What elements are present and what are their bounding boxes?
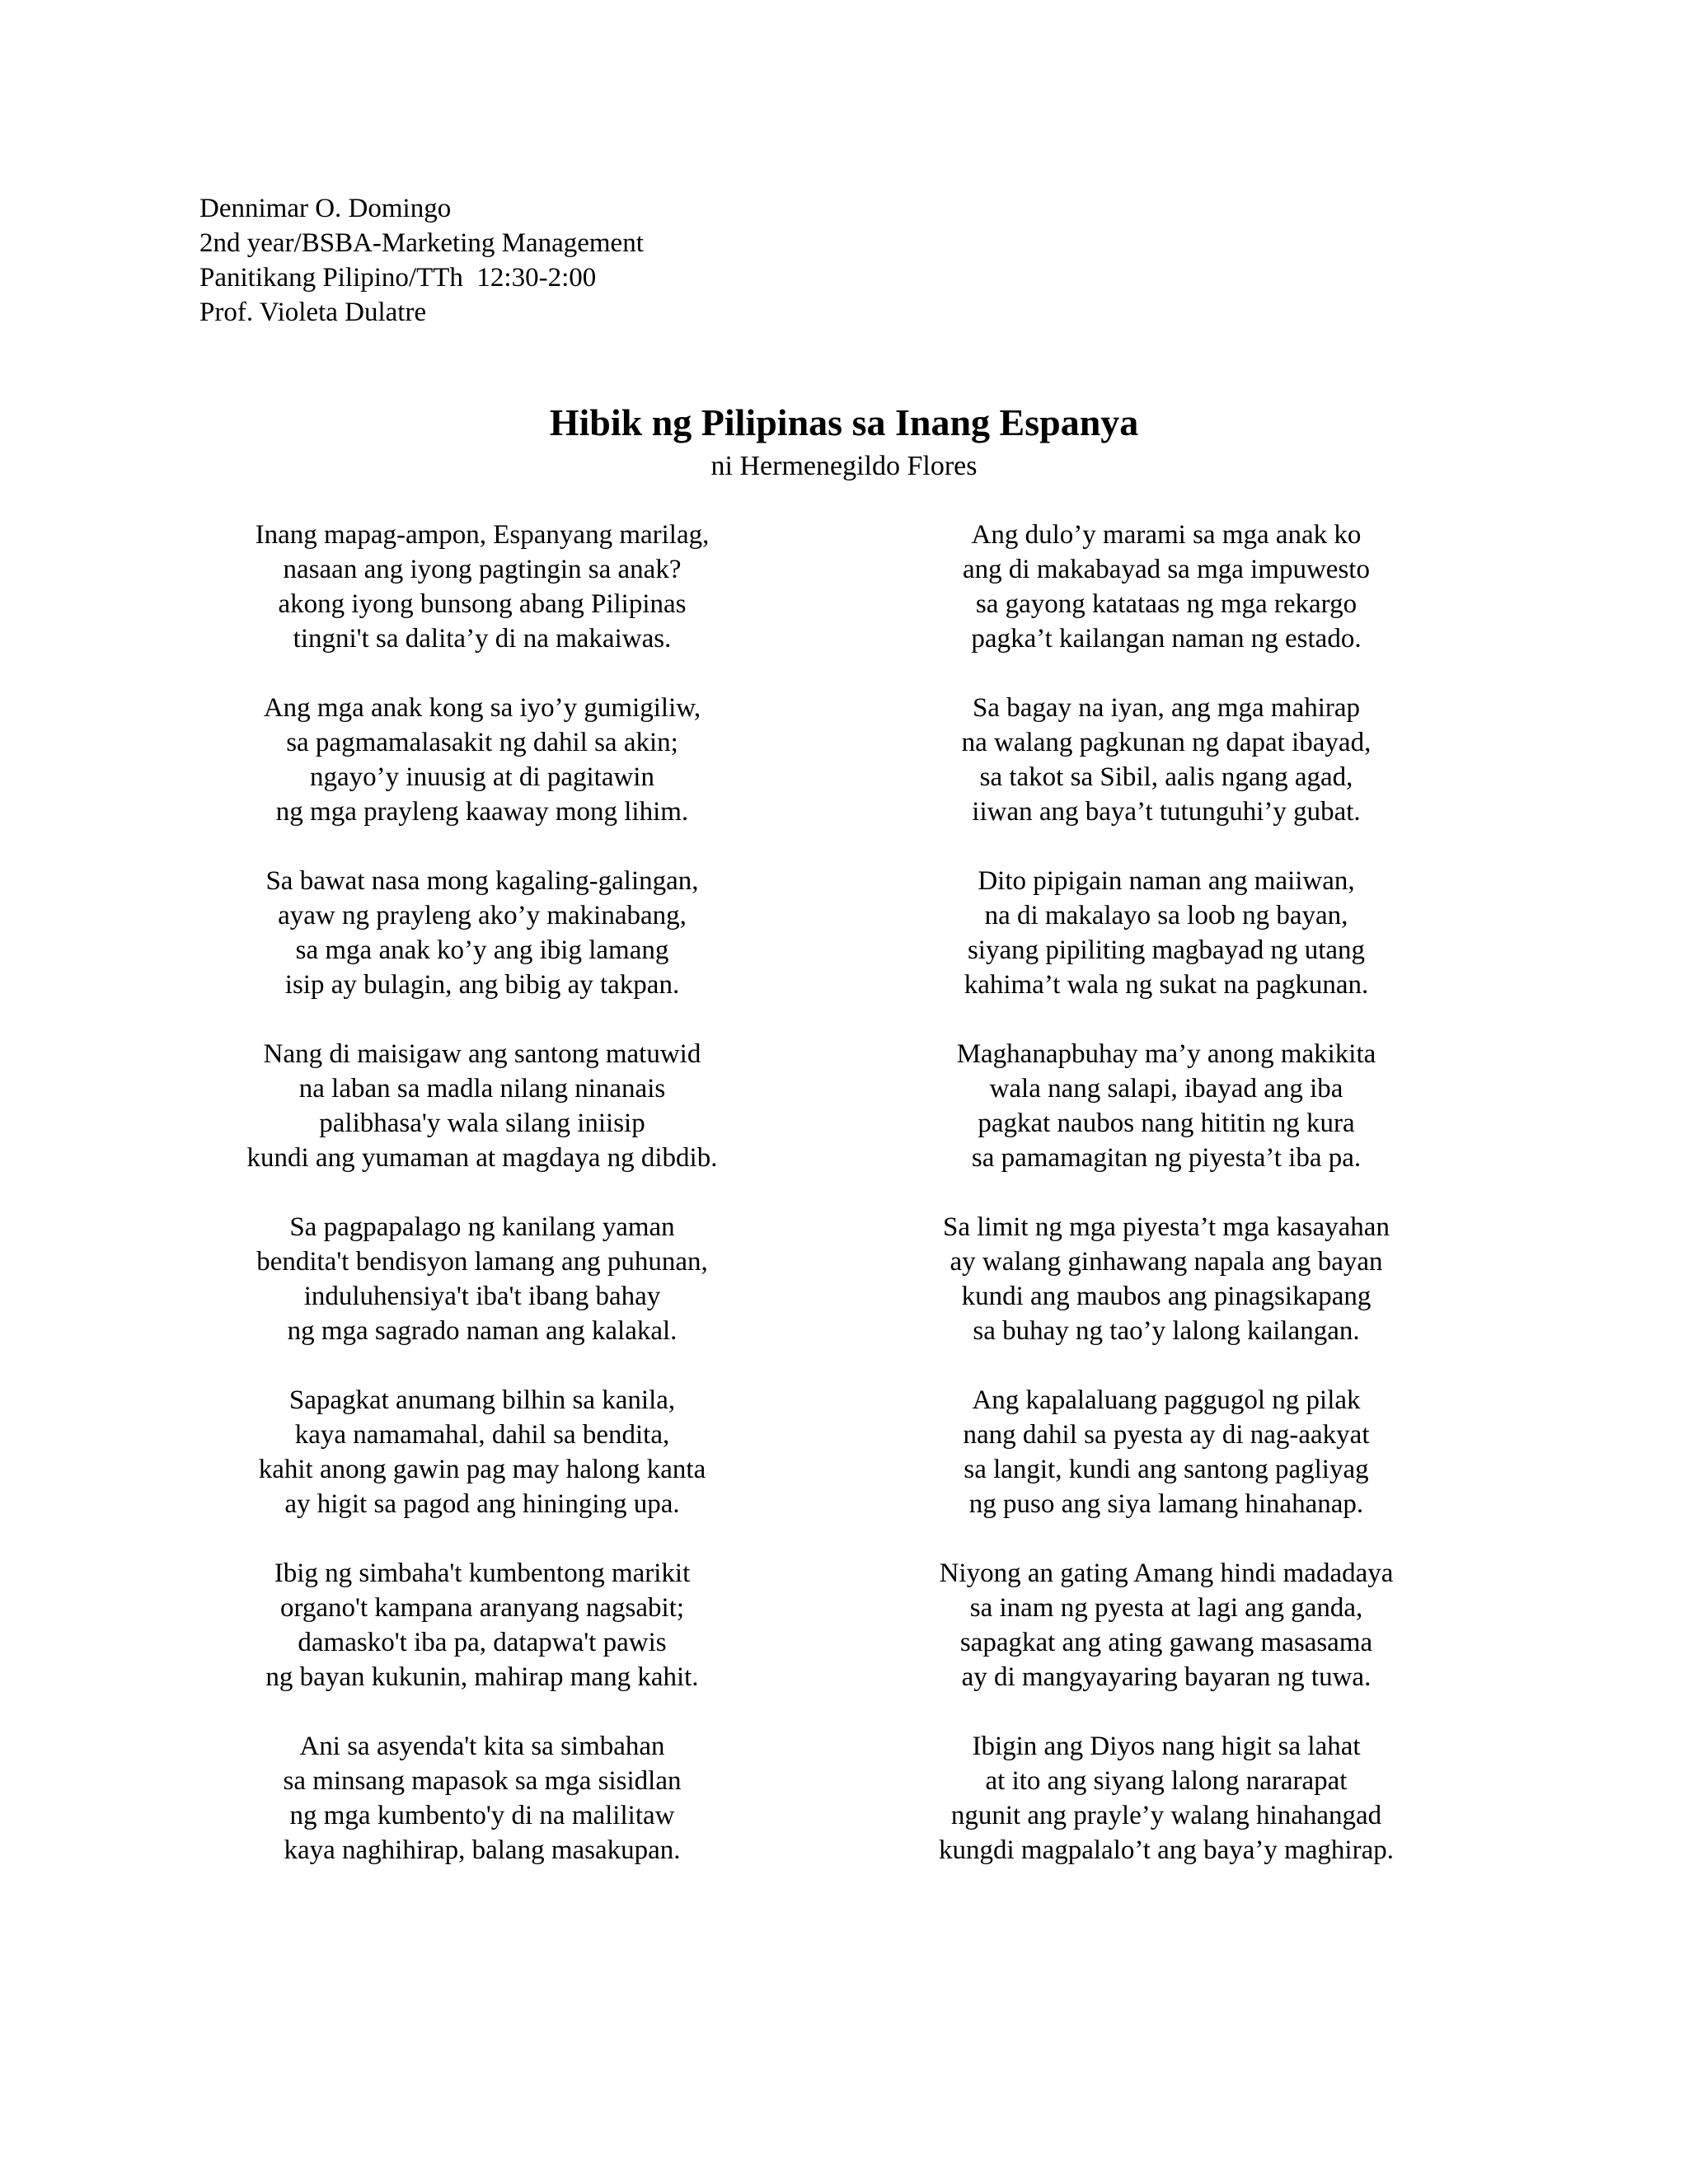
student-header (199, 191, 644, 330)
stanza (152, 1556, 812, 1729)
poem-line: tingni't sa dalita’y di na makaiwas. (293, 624, 672, 654)
stanza (152, 1037, 812, 1210)
stanza (152, 1729, 812, 1902)
poem-line: pagka’t kailangan naman ng estado. (971, 624, 1362, 654)
poem-line: ng bayan kukunin, mahirap mang kahit. (265, 1662, 699, 1692)
poem-line: pagkat naubos nang hititin ng kura (978, 1108, 1355, 1138)
professor-name: Prof. Violeta Dulatre (199, 298, 427, 327)
poem-line: Ani sa asyenda't kita sa simbahan (299, 1732, 665, 1761)
stanza (837, 1037, 1496, 1210)
stanza (152, 864, 812, 1037)
stanza (837, 1729, 1496, 1902)
poem-line: iiwan ang baya’t tutunguhi’y gubat. (972, 797, 1361, 827)
poem-left-column (152, 518, 812, 1902)
poem-line: na walang pagkunan ng dapat ibayad, (961, 728, 1372, 757)
poem-line: Ibigin ang Diyos nang higit sa lahat (972, 1732, 1361, 1761)
poem-author: ni Hermenegildo Flores (710, 451, 978, 481)
poem-right-column (837, 518, 1496, 1902)
poem-line: Sa bawat nasa mong kagaling-galingan, (265, 866, 699, 896)
stanza (837, 1210, 1496, 1383)
stanza (837, 1556, 1496, 1729)
poem-line: ay di mangyayaring bayaran ng tuwa. (961, 1662, 1372, 1692)
poem-line: ng mga sagrado naman ang kalakal. (287, 1316, 678, 1346)
poem-line: sa takot sa Sibil, aalis ngang agad, (979, 762, 1353, 792)
poem-line: Ang kapalaluang paggugol ng pilak (972, 1385, 1361, 1415)
poem-line: Sa limit ng mga piyesta’t mga kasayahan (943, 1212, 1390, 1242)
poem-line: ngunit ang prayle’y walang hinahangad (950, 1801, 1382, 1830)
poem-line: Inang mapag-ampon, Espanyang marilag, (255, 520, 710, 550)
poem-line: kaya naghihirap, balang masakupan. (284, 1835, 681, 1865)
poem-line: Maghanapbuhay ma’y anong makikita (956, 1039, 1376, 1069)
poem-line: nasaan ang iyong pagtingin sa anak? (283, 555, 682, 584)
poem-title: Hibik ng Pilipinas sa Inang Espanya (549, 401, 1139, 443)
poem-line: sa gayong katataas ng mga rekargo (975, 589, 1357, 619)
poem-line: sa mga anak ko’y ang ibig lamang (295, 935, 669, 965)
poem-line: kahit anong gawin pag may halong kanta (258, 1455, 706, 1484)
poem-line: kaya namamahal, dahil sa bendita, (294, 1420, 670, 1450)
poem-line: wala nang salapi, ibayad ang iba (989, 1074, 1343, 1104)
poem-line: damasko't iba pa, datapwa't pawis (298, 1628, 667, 1657)
poem-line: ayaw ng prayleng ako’y makinabang, (278, 901, 687, 930)
poem-line: induluhensiya't iba't ibang bahay (303, 1282, 661, 1311)
stanza (837, 864, 1496, 1037)
poem-line: Sapagkat anumang bilhin sa kanila, (288, 1385, 676, 1415)
poem-line: akong iyong bunsong abang Pilipinas (278, 589, 687, 619)
poem-line: kundi ang yumaman at magdaya ng dibdib. (246, 1143, 718, 1173)
poem-line: kahima’t wala ng sukat na pagkunan. (964, 970, 1369, 1000)
poem-line: sa pagmamalasakit ng dahil sa akin; (286, 728, 678, 757)
poem-line: at ito ang siyang lalong nararapat (985, 1766, 1348, 1796)
poem-line: siyang pipiliting magbayad ng utang (967, 935, 1366, 965)
poem-line: Sa bagay na iyan, ang mga mahirap (972, 693, 1361, 723)
poem-line: palibhasa'y wala silang iniisip (319, 1108, 645, 1138)
student-course: 2nd year/BSBA-Marketing Management (199, 228, 644, 258)
poem-line: organo't kampana aranyang nagsabit; (279, 1593, 685, 1623)
poem-line: sapagkat ang ating gawang masasama (959, 1628, 1373, 1657)
poem-line: ng puso ang siya lamang hinahanap. (968, 1489, 1364, 1519)
stanza (152, 518, 812, 691)
student-name: Dennimar O. Domingo (199, 194, 452, 223)
poem-line: Dito pipigain naman ang maiiwan, (978, 866, 1355, 896)
poem-line: Ang mga anak kong sa iyo’y gumigiliw, (263, 693, 701, 723)
poem-line: ay walang ginhawang napala ang bayan (950, 1247, 1383, 1277)
stanza (837, 691, 1496, 864)
stanza (152, 691, 812, 864)
poem-line: ay higit sa pagod ang hininging upa. (284, 1489, 680, 1519)
poem-line: Sa pagpapalago ng kanilang yaman (289, 1212, 675, 1242)
poem-line: sa buhay ng tao’y lalong kailangan. (973, 1316, 1360, 1346)
poem-line: sa langit, kundi ang santong pagliyag (964, 1455, 1369, 1484)
poem-line: nang dahil sa pyesta ay di nag-aakyat (963, 1420, 1370, 1450)
poem-line: ang di makabayad sa mga impuwesto (963, 555, 1370, 584)
poem-line: sa inam ng pyesta at lagi ang ganda, (969, 1593, 1363, 1623)
stanza (837, 1383, 1496, 1556)
poem-line: Ang dulo’y marami sa mga anak ko (971, 520, 1362, 550)
poem-line: Ibig ng simbaha't kumbentong marikit (274, 1558, 691, 1588)
poem-line: kungdi magpalalo’t ang baya’y maghirap. (939, 1835, 1394, 1865)
poem-line: isip ay bulagin, ang bibig ay takpan. (284, 970, 680, 1000)
poem-line: bendita't bendisyon lamang ang puhunan, (256, 1247, 708, 1277)
stanza (152, 1383, 812, 1556)
poem-line: ng mga prayleng kaaway mong lihim. (275, 797, 689, 827)
subject-schedule: Panitikang Pilipino/TTh 12:30-2:00 (199, 263, 597, 293)
poem-line: ng mga kumbento'y di na malilitaw (289, 1801, 675, 1830)
stanza (152, 1210, 812, 1383)
stanza (837, 518, 1496, 691)
poem-line: sa pamamagitan ng piyesta’t iba pa. (971, 1143, 1362, 1173)
poem-line: Niyong an gating Amang hindi madadaya (939, 1558, 1394, 1588)
poem-line: kundi ang maubos ang pinagsikapang (961, 1282, 1372, 1311)
poem-line: sa minsang mapasok sa mga sisidlan (283, 1766, 682, 1796)
poem-line: na di makalayo sa loob ng bayan, (984, 901, 1348, 930)
poem-line: na laban sa madla nilang ninanais (298, 1074, 666, 1104)
poem-line: Nang di maisigaw ang santong matuwid (263, 1039, 701, 1069)
poem-line: ngayo’y inuusig at di pagitawin (310, 762, 654, 792)
